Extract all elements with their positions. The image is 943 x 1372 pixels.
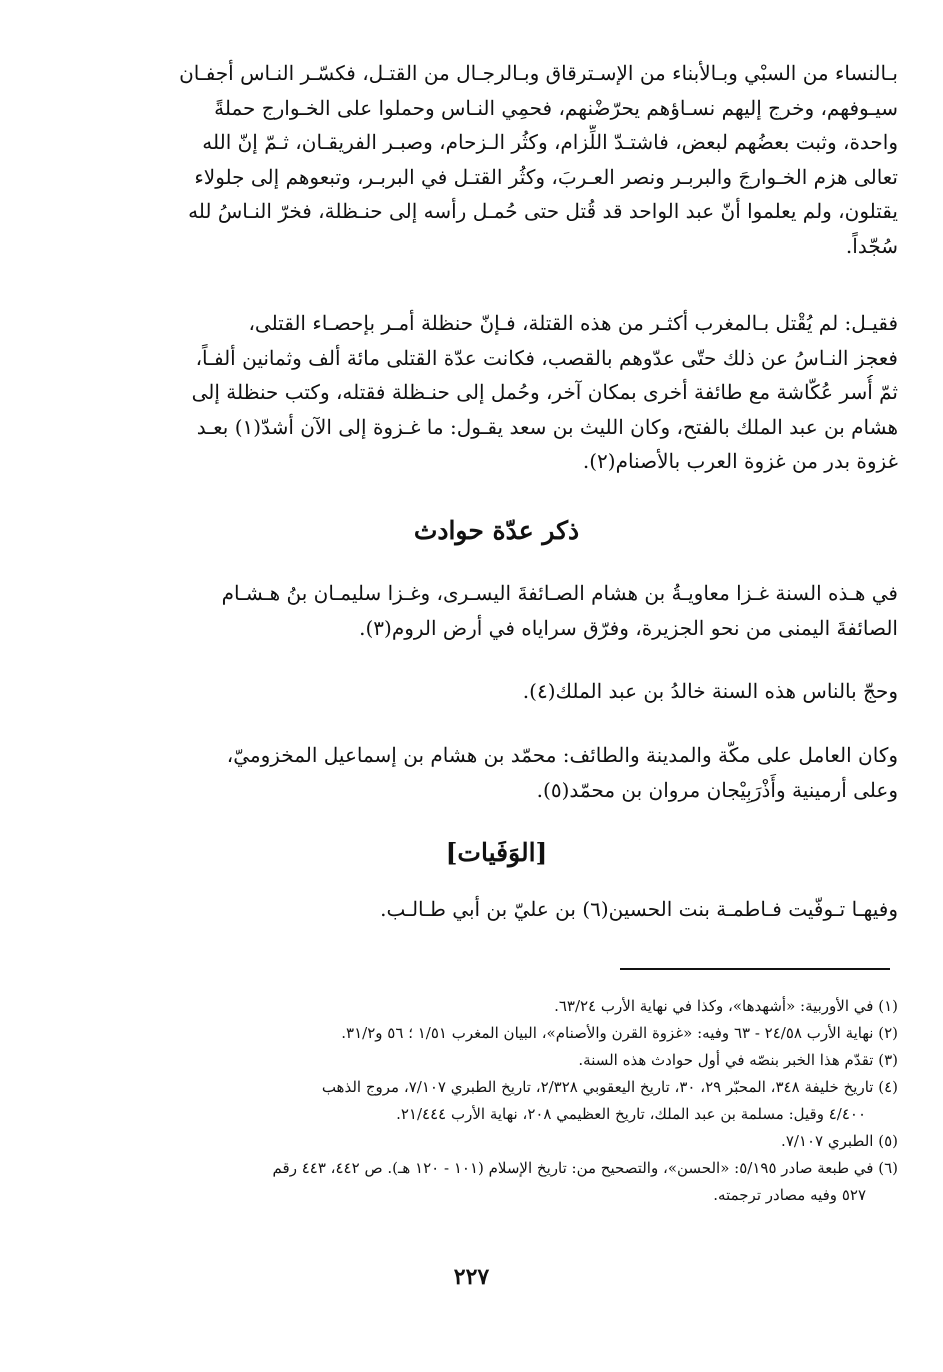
text-line: فقيـل: لم يُقْتل بـالمغرب أكثـر من هذه القتلة، فـإنّ حنظلة أمـر بإحصـاء القتلى، — [248, 311, 898, 335]
text-line: فعجز النـاسُ عن ذلك حتّى عدّوهم بالقصب، فكانت عدّة القتلى مائة ألف وثمانين ألفـاً، — [195, 345, 898, 370]
text-line: وفيهـا تـوفّيت فـاطمـة بنت الحسين(٦) بن عليّ بن أبي طـالـب. — [380, 897, 898, 921]
text-line: هشام بن عبد الملك بالفتح، وكان الليث بن سعد يقـول: ما غـزوة إلى الآن أشدّ(١) بعـد — [196, 414, 898, 439]
text-line: بـالنساء من السبْي وبـالأبناء من الإسـترقاق وبـالرجـال من القتـل، فكسّـر النـاس أجفـان — [179, 61, 898, 85]
footnote-4: (٤) تاريخ خليفة ٣٤٨، المحبّر ٢٩، ٣٠، تاريخ اليعقوبي ٢/٣٢٨، تاريخ الطبري ٧/١٠٧، مروج الذهب — [321, 1078, 898, 1096]
page-number: ٢٢٧ — [453, 1264, 490, 1290]
section-heading-events: ذكر عدّة حوادث — [413, 516, 580, 545]
text-line: وعلى أرمينية وأَذْرَبِيْجان مروان بن محمّد(٥). — [536, 777, 898, 802]
text-line: في هـذه السنة غـزا معاويـةُ بن هشام الصـائفةَ اليسـرى، وغـزا سليمـان بنُ هـشـام — [221, 581, 898, 605]
text-line: يقتلون، ولم يعلموا أنّ عبد الواحد قد قُتل حتى حُمـل رأسه إلى حنـظلة، فخرّ النـاسُ لله — [188, 199, 898, 224]
paragraph-governors — [95, 738, 898, 807]
footnote-4-continued: ٤/٤٠٠ وقيل: مسلمة بن عبد الملك، تاريخ العظيمي ٢٠٨، نهاية الأرب ٢١/٤٤٤. — [396, 1105, 866, 1123]
text-line: ثمّ أُسر عُكّاشة مع طائفة أخرى بمكان آخر، وحُمل إلى حنـظلة فقتله، وكتب حنظلة إلى — [191, 380, 898, 405]
text-line: غزوة بدر من غزوة العرب بالأصنام(٢). — [582, 449, 898, 474]
text-line: واحدة، وثبت بعضُهم لبعض، فاشتـدّ اللِّزام، وكثُر الـزحام، وصبـر الفريقـان، ثـمّ إنّ الله — [202, 130, 898, 155]
paragraph-casualties — [95, 306, 898, 479]
text-line: وكان العامل على مكّة والمدينة والطائف: محمّد بن هشام بن إسماعيل المخزوميّ، — [226, 743, 898, 767]
footnote-6-continued: ٥٢٧ وفيه مصادر ترجمته. — [713, 1186, 866, 1204]
text-line: سيـوفهم، وخرج إليهم نسـاؤهم يحرّضْنهم، فحمِي النـاس وحملوا على الخـوارج حملةً — [214, 95, 898, 120]
footnote-5: (٥) الطبري ٧/١٠٧. — [781, 1132, 898, 1150]
footnote-6: (٦) في طبعة صادر ٥/١٩٥: «الحسن»، والتصحيح من: تاريخ الإسلام (١٠١ - ١٢٠ هـ). ص ٤٤٢، ٤٤٣ رقم — [272, 1159, 898, 1177]
footnote-divider — [620, 968, 890, 970]
footnotes — [90, 993, 898, 1209]
paragraph-hajj — [95, 674, 898, 709]
text-line: وحجّ بالناس هذه السنة خالدُ بن عبد الملك(٤). — [522, 679, 898, 703]
text-line: الصائفةَ اليمنى من نحو الجزيرة، وفرّق سراياه في أرض الروم(٣). — [359, 615, 898, 640]
paragraph-raids — [95, 576, 898, 645]
paragraph-battle — [95, 56, 898, 264]
section-heading-deaths: [الوَفَيات] — [445, 838, 548, 867]
paragraph-deaths — [95, 892, 898, 927]
text-line: تعالى هزم الخـوارجَ والبربـر ونصر العـربَ، وكثُر القتـل في البربـر، وتبعوهم إلى جلولاء — [194, 164, 898, 189]
footnote-1: (١) في الأوربية: «أشهدها»، وكذا في نهاية الأرب ٦٣/٢٤. — [554, 997, 898, 1015]
footnote-2: (٢) نهاية الأرب ٢٤/٥٨ - ٦٣ وفيه: «غزوة القرن والأصنام»، البيان المغرب ١/٥١ ؛ ٥٦ و٣١/٢. — [341, 1024, 898, 1042]
footnote-3: (٣) تقدّم هذا الخبر بنصّه في أول حوادث هذه السنة. — [578, 1051, 898, 1069]
text-line: سُجّداً. — [845, 233, 898, 258]
